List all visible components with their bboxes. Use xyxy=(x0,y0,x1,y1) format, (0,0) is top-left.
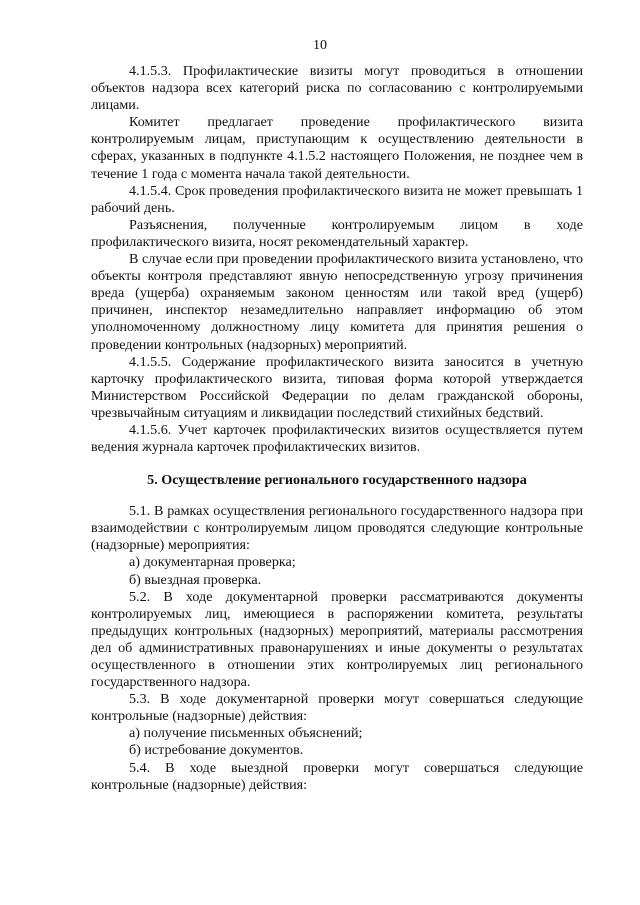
paragraph-threat-case: В случае если при проведении профилактического визита установлено, что объекты контроля представляют явную непосредственную угрозу причинения вреда (ущерба) охраняемым законом ценностям или такой вред (ущерб) причинен, инспектор незамедлительно направляет информацию об этом уполномоченному должностному лицу комитета для принятия решения о проведении контрольных (надзорных) мероприятий. xyxy=(91,251,583,353)
document-body xyxy=(91,63,583,794)
list-item-field-inspection: б) выездная проверка. xyxy=(129,571,262,588)
section-heading: 5. Осуществление регионального государственного надзора xyxy=(147,472,527,489)
paragraph-5-3: 5.3. В ходе документарной проверки могут совершаться следующие контрольные (надзорные) действия: xyxy=(91,691,583,725)
paragraph-5-1: 5.1. В рамках осуществления регионального государственного надзора при взаимодействии с контролируемым лицом проводятся следующие контрольные (надзорные) мероприятия: xyxy=(91,503,583,554)
paragraph-5-2: 5.2. В ходе документарной проверки рассматриваются документы контролируемых лиц, имеющиеся в распоряжении комитета, результаты предыдущих контрольных (надзорных) мероприятий, материалы рассмотрения дел об административных правонарушениях и иные документы о результатах осуществленного в отношении этих контролируемых лиц регионального государственного надзора. xyxy=(91,588,583,691)
paragraph-5-4: 5.4. В ходе выездной проверки могут совершаться следующие контрольные (надзорные) действия: xyxy=(91,759,583,793)
list-item-written-explanations: а) получение письменных объяснений; xyxy=(129,725,363,742)
list-item-document-request: б) истребование документов. xyxy=(129,742,304,759)
paragraph-4-1-5-5: 4.1.5.5. Содержание профилактического визита заносится в учетную карточку профилактического визита, типовая форма которой утверждается Министерством Российской Федерации по делам гражданской обороны, чрезвычайным ситуациям и ликвидации последствий стихийных бедствий. xyxy=(91,353,583,421)
paragraph-committee-offer: Комитет предлагает проведение профилактического визита контролируемым лицам, приступающим к осуществлению деятельности в сферах, указанных в подпункте 4.1.5.2 настоящего Положения, не позднее чем в течение 1 года с момента начала такой деятельности. xyxy=(91,114,583,182)
paragraph-4-1-5-4: 4.1.5.4. Срок проведения профилактического визита не может превышать 1 рабочий день. xyxy=(91,182,583,216)
paragraph-4-1-5-6: 4.1.5.6. Учет карточек профилактических визитов осуществляется путем ведения журнала карточек профилактических визитов. xyxy=(91,421,583,456)
list-item-documentary-inspection: а) документарная проверка; xyxy=(129,554,296,571)
paragraph-4-1-5-3: 4.1.5.3. Профилактические визиты могут проводиться в отношении объектов надзора всех категорий риска по согласованию с контролируемыми лицами. xyxy=(91,63,583,114)
page-number: 10 xyxy=(313,38,327,53)
paragraph-explanations: Разъяснения, полученные контролируемым лицом в ходе профилактического визита, носят рекомендательный характер. xyxy=(91,216,583,250)
